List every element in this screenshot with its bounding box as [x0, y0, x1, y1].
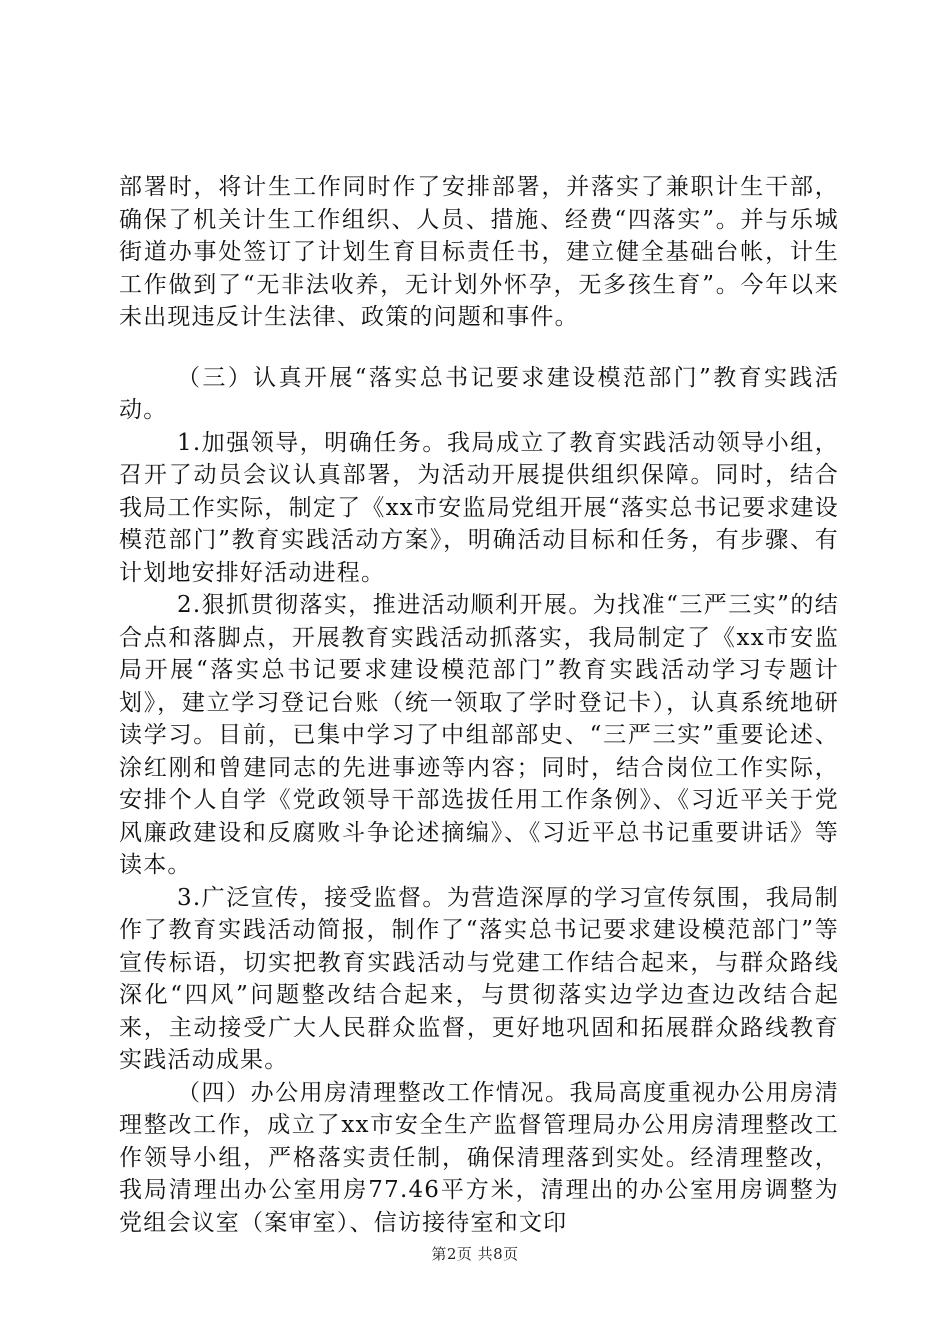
section-four-office-space: （四）办公用房清理整改工作情况。我局高度重视办公用房清理整改工作，成立了xx市安全生产监督管理局办公用房清理整改工作领导小组，严格落实责任制，确保清理落到实处。经清理整改，我局清理出办公室用房77.46平方米，清理出的办公室用房调整为党组会议室（案审室）、信访接待室和文印	[119, 1079, 839, 1236]
document-body	[119, 171, 839, 1239]
paragraph-family-planning: 部署时，将计生工作同时作了安排部署，并落实了兼职计生干部，确保了机关计生工作组织、人员、措施、经费“四落实”。并与乐城街道办事处签订了计划生育目标责任书，建立健全基础台帐，计生工作做到了“无非法收养，无计划外怀孕，无多孩生育”。今年以来未出现违反计生法律、政策的问题和事件。	[119, 174, 839, 330]
paragraph-item-3: 3.广泛宣传，接受监督。为营造深厚的学习宣传氛围，我局制作了教育实践活动简报，制作了“落实总书记要求建设模范部门”等宣传标语，切实把教育实践活动与党建工作结合起来，与群众路线深化“四风”问题整改结合起来，与贯彻落实边学边查边改结合起来，主动接受广大人民群众监督，更好地巩固和拓展群众路线教育实践活动成果。	[119, 884, 839, 1073]
paragraph-item-2: 2.狠抓贯彻落实，推进活动顺利开展。为找准“三严三实”的结合点和落脚点，开展教育实践活动抓落实，我局制定了《xx市安监局开展“落实总书记要求建设模范部门”教育实践活动学习专题计划》，建立学习登记台账（统一领取了学时登记卡），认真系统地研读学习。目前，已集中学习了中组部部史、“三严三实”重要论述、涂红刚和曾建同志的先进事迹等内容；同时，结合岗位工作实际，安排个人自学《党政领导干部选拔任用工作条例》、《习近平关于党风廉政建设和反腐败斗争论述摘编》、《习近平总书记重要讲话》等读本。	[119, 592, 839, 878]
page-footer: 第2页 共8页	[431, 1245, 519, 1263]
paragraph-item-1: 1.加强领导，明确任务。我局成立了教育实践活动领导小组，召开了动员会议认真部署，为活动开展提供组织保障。同时，结合我局工作实际，制定了《xx市安监局党组开展“落实总书记要求建设模范部门”教育实践活动方案》，明确活动目标和任务，有步骤、有计划地安排好活动进程。	[119, 429, 839, 586]
section-heading-three: （三）认真开展“落实总书记要求建设模范部门”教育实践活动。	[119, 364, 839, 423]
